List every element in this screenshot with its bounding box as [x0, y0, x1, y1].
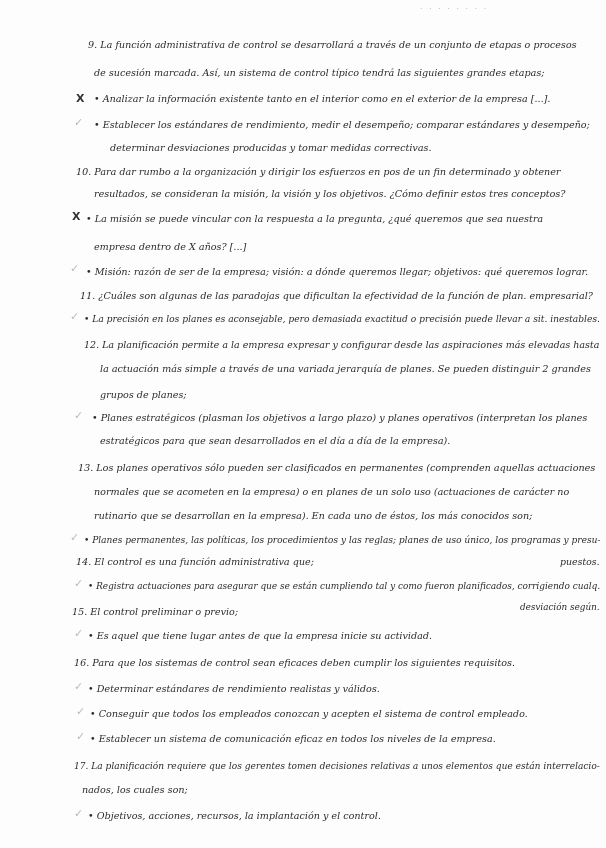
- text-line-q14-a: 14. El control es una función administrativa que;: [76, 557, 314, 568]
- text-line-q17-a: 17. La planificación requiere que los gerentes tomen decisiones relativas a unos elementos que están interrelacio-: [74, 761, 600, 772]
- text-line-q14-c: desviación según.: [520, 602, 600, 613]
- check-mark: ✓: [76, 730, 86, 743]
- text-line-q12-d: • Planes estratégicos (plasman los objetivos a largo plazo) y planes operativos (interpretan los planes: [92, 413, 588, 424]
- text-line-q12-a: 12. La planificación permite a la empresa expresar y configurar desde las aspiraciones más elevadas hasta: [84, 340, 600, 351]
- text-line-q17-c: • Objetivos, acciones, recursos, la implantación y el control.: [88, 811, 381, 822]
- check-mark: ✓: [74, 116, 84, 129]
- cross-mark: X: [76, 92, 85, 105]
- text-line-q9-a: 9. La función administrativa de control se desarrollará a través de un conjunto de etapas o procesos: [88, 40, 577, 51]
- check-mark: ✓: [74, 807, 84, 820]
- text-line-q14-b: • Registra actuaciones para asegurar que se están cumpliendo tal y como fueron planificados, corrigiendo cualq.: [88, 581, 601, 592]
- text-line-q13-d: • Planes permanentes, las políticas, los procedimientos y las reglas; planes de uso único, los programas y presu-: [84, 535, 601, 546]
- text-line-q10-e: • Misión: razón de ser de la empresa; visión: a dónde queremos llegar; objetivos: qué queremos lograr.: [86, 267, 589, 278]
- header-faint-marks: . . . . . . . .: [420, 2, 489, 11]
- text-line-q12-c: grupos de planes;: [100, 390, 187, 401]
- cross-mark: X: [72, 210, 81, 223]
- text-line-q15-a: 15. El control preliminar o previo;: [72, 607, 239, 618]
- text-line-q9-d: • Establecer los estándares de rendimiento, medir el desempeño; comparar estándares y desempeño;: [94, 120, 590, 131]
- text-line-q9-b: de sucesión marcada. Así, un sistema de control típico tendrá las siguientes grandes etapas;: [94, 68, 545, 79]
- text-line-q13-a: 13. Los planes operativos sólo pueden ser clasificados en permanentes (comprenden aquellas actuaciones: [78, 463, 596, 474]
- text-line-q9-e: determinar desviaciones producidas y tomar medidas correctivas.: [110, 143, 432, 154]
- text-line-q16-b: • Determinar estándares de rendimiento realistas y válidos.: [88, 684, 380, 695]
- check-mark: ✓: [74, 680, 84, 693]
- check-mark: ✓: [74, 409, 84, 422]
- text-line-q12-e: estratégicos para que sean desarrollados en el día a día de la empresa).: [100, 436, 451, 447]
- check-mark: ✓: [76, 705, 86, 718]
- text-line-q10-d: empresa dentro de X años? [...]: [94, 242, 247, 253]
- text-line-q10-c: • La misión se puede vincular con la respuesta a la pregunta, ¿qué queremos que sea nuestra: [86, 214, 544, 225]
- text-line-q16-a: 16. Para que los sistemas de control sean eficaces deben cumplir los siguientes requisitos.: [74, 658, 516, 669]
- text-line-q11-a: 11. ¿Cuáles son algunas de las paradojas que dificultan la efectividad de la función de plan. empresarial?: [80, 291, 593, 302]
- text-line-q11-b: • La precisión en los planes es aconsejable, pero demasiada exactitud o precisión puede llevar a sit. inestables.: [84, 314, 600, 325]
- text-line-q16-d: • Establecer un sistema de comunicación eficaz en todos los niveles de la empresa.: [90, 734, 496, 745]
- text-line-q13-c: rutinario que se desarrollan en la empresa). En cada uno de éstos, los más conocidos son;: [94, 511, 533, 522]
- check-mark: ✓: [74, 627, 84, 640]
- text-line-q12-b: la actuación más simple a través de una variada jerarquía de planes. Se pueden distinguir 2 grandes: [100, 364, 591, 375]
- text-line-q13-e: puestos.: [560, 557, 600, 568]
- text-line-q13-b: normales que se acometen en la empresa) o en planes de un solo uso (actuaciones de carácter no: [94, 487, 570, 498]
- text-line-q10-a: 10. Para dar rumbo a la organización y dirigir los esfuerzos en pos de un fin determinado y obtener: [76, 167, 561, 178]
- check-mark: ✓: [70, 262, 80, 275]
- text-line-q10-b: resultados, se consideran la misión, la visión y los objetivos. ¿Cómo definir estos tres conceptos?: [94, 189, 566, 200]
- text-line-q9-c: • Analizar la información existente tanto en el interior como en el exterior de la empresa [...].: [94, 94, 551, 105]
- check-mark: ✓: [74, 577, 84, 590]
- check-mark: ✓: [70, 310, 80, 323]
- check-mark: ✓: [70, 531, 80, 544]
- text-line-q15-b: • Es aquel que tiene lugar antes de que la empresa inicie su actividad.: [88, 631, 433, 642]
- text-line-q16-c: • Conseguir que todos los empleados conozcan y acepten el sistema de control empleado.: [90, 709, 528, 720]
- text-line-q17-b: nados, los cuales son;: [82, 785, 188, 796]
